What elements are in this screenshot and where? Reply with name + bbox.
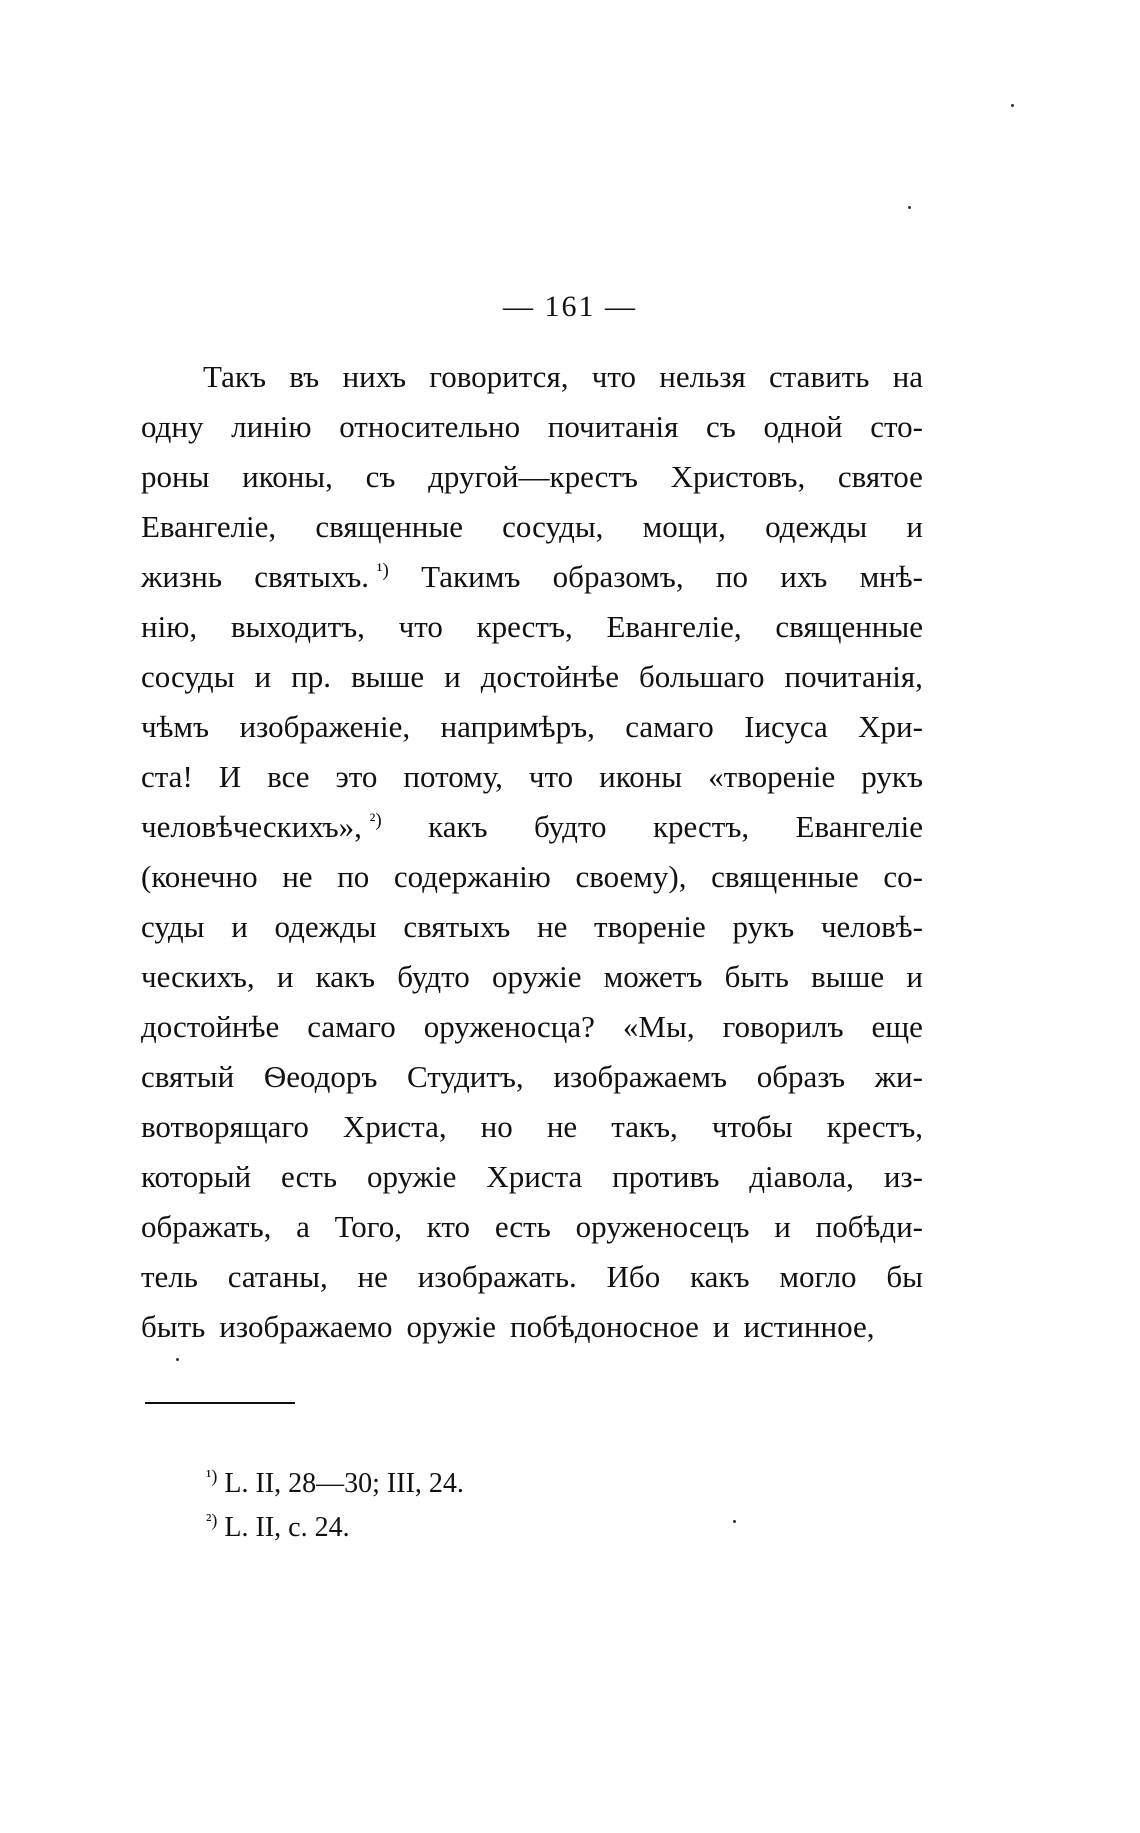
- word: будто: [397, 959, 470, 994]
- word: одежды: [765, 509, 868, 544]
- scan-speck: [733, 1520, 736, 1523]
- word: ста!: [141, 759, 193, 794]
- word: одну: [141, 409, 204, 444]
- text-line: [141, 1052, 923, 1102]
- text-line: [141, 402, 923, 452]
- word: въ: [289, 359, 320, 394]
- text-line: [141, 702, 923, 752]
- word: который: [141, 1159, 252, 1194]
- word: другой—крестъ: [428, 459, 638, 494]
- word: выше: [351, 659, 425, 694]
- word: и: [276, 959, 294, 994]
- word: что: [528, 759, 574, 794]
- footnote-divider: [145, 1402, 295, 1404]
- word: діавола,: [749, 1159, 854, 1194]
- word: могло: [779, 1259, 857, 1294]
- word: не: [357, 1259, 388, 1294]
- word: относительно: [339, 409, 521, 444]
- word: святый: [141, 1059, 235, 1094]
- word: оруженосецъ: [575, 1209, 750, 1244]
- word: съ: [706, 409, 736, 444]
- word: еще: [871, 1009, 923, 1044]
- word: и: [712, 1309, 730, 1344]
- word: такъ,: [611, 1109, 678, 1144]
- word: Іисуса: [744, 709, 828, 744]
- word: крестъ,: [652, 809, 750, 844]
- word: священные: [315, 509, 463, 544]
- word: это: [335, 759, 378, 794]
- word: Евангеліе,: [141, 509, 277, 544]
- word: побѣди-: [815, 1209, 923, 1244]
- scan-speck: [908, 206, 911, 209]
- text-line: [141, 352, 923, 402]
- word: святое: [837, 459, 923, 494]
- word: человѣ-: [820, 909, 923, 944]
- word: противъ: [612, 1159, 720, 1194]
- word: святыхъ: [403, 909, 511, 944]
- word: мощи,: [642, 509, 726, 544]
- word: чтобы: [711, 1109, 793, 1144]
- word: рукъ: [861, 759, 923, 794]
- text-line: [141, 552, 923, 602]
- word: изображеніе,: [239, 709, 411, 744]
- word: и: [254, 659, 272, 694]
- word: образомъ,: [552, 559, 684, 594]
- word: оружіе: [366, 1159, 457, 1194]
- word: Ибо: [606, 1259, 661, 1294]
- word: твореніе: [594, 909, 706, 944]
- text-line: [141, 852, 923, 902]
- word: оружіе: [492, 959, 582, 994]
- word: кто: [426, 1209, 471, 1244]
- footnote-1: [206, 1462, 464, 1506]
- word: чѣмъ: [141, 709, 210, 744]
- text-line: [141, 752, 923, 802]
- word: изображаемъ: [553, 1059, 728, 1094]
- word: оруженосца?: [423, 1009, 595, 1044]
- word: Христовъ,: [670, 459, 806, 494]
- word: священные: [775, 609, 923, 644]
- word: побѣдоносное: [510, 1309, 699, 1344]
- word: съ: [365, 459, 396, 494]
- word: сто-: [870, 409, 923, 444]
- word: можетъ: [603, 959, 703, 994]
- text-line: [141, 1002, 923, 1052]
- word: «Мы,: [622, 1009, 695, 1044]
- word: Ѳеодоръ: [263, 1059, 378, 1094]
- word: жизнь: [141, 559, 222, 594]
- text-line: [141, 602, 923, 652]
- text-line: [141, 902, 923, 952]
- word: тель: [141, 1259, 198, 1294]
- body-text: [141, 352, 923, 1352]
- footnote-ref: ¹): [376, 560, 389, 581]
- footnote-1-mark: ¹): [206, 1466, 218, 1486]
- word: самаго: [307, 1009, 396, 1044]
- word: не: [546, 1109, 578, 1144]
- word: а: [296, 1209, 310, 1244]
- word: какъ: [428, 809, 488, 844]
- word: нельзя: [659, 359, 746, 394]
- word: достойнѣе: [141, 1009, 280, 1044]
- word: изображаемо: [219, 1309, 393, 1344]
- word: со-: [883, 859, 923, 894]
- word: напримѣръ,: [440, 709, 595, 744]
- word: истинное,: [743, 1309, 875, 1344]
- text-line: [141, 652, 923, 702]
- text-line: [141, 1202, 923, 1252]
- word: и: [231, 909, 248, 944]
- text-line: [141, 952, 923, 1002]
- word: Того,: [334, 1209, 402, 1244]
- word: что: [398, 609, 443, 644]
- footnote-2-mark: ²): [206, 1510, 218, 1530]
- word: большаго: [638, 659, 765, 694]
- word: будто: [533, 809, 607, 844]
- word: образъ: [756, 1059, 845, 1094]
- word: какъ: [690, 1259, 750, 1294]
- word: ображать,: [141, 1209, 272, 1244]
- word: Евангеліе: [795, 809, 923, 844]
- word: достойнѣе: [480, 659, 619, 694]
- word: по: [715, 559, 748, 594]
- word: быть: [724, 959, 789, 994]
- word: и: [906, 959, 923, 994]
- word: вотворящаго: [141, 1109, 309, 1144]
- word: есть: [281, 1159, 338, 1194]
- word: содержанію: [393, 859, 551, 894]
- word: нихъ: [342, 359, 407, 394]
- word: бы: [886, 1259, 923, 1294]
- word: есть: [494, 1209, 551, 1244]
- word: и: [906, 509, 923, 544]
- word: ческихъ,: [141, 959, 255, 994]
- word: ставить: [769, 359, 870, 394]
- word: «твореніе: [708, 759, 836, 794]
- word: оружіе: [406, 1309, 497, 1344]
- word: пр.: [291, 659, 331, 694]
- text-line: [141, 1252, 923, 1302]
- scan-speck: [1011, 104, 1014, 107]
- footnote-ref: ²): [369, 810, 382, 831]
- word: крестъ,: [826, 1109, 923, 1144]
- word: роны: [141, 459, 210, 494]
- word: Хри-: [858, 709, 923, 744]
- footnote-2: [206, 1506, 464, 1550]
- word: не: [537, 909, 568, 944]
- word: на: [892, 359, 923, 394]
- word: одежды: [274, 909, 377, 944]
- word: (конечно: [141, 859, 258, 894]
- word: какъ: [315, 959, 376, 994]
- word: потому,: [403, 759, 503, 794]
- word: Евангеліе,: [606, 609, 742, 644]
- text-line: [141, 802, 923, 852]
- word: мнѣ-: [859, 559, 923, 594]
- word: ихъ: [780, 559, 828, 594]
- word: по: [337, 859, 370, 894]
- word: одной: [763, 409, 843, 444]
- footnotes: [206, 1462, 464, 1550]
- word: и: [774, 1209, 791, 1244]
- word: иконы,: [242, 459, 333, 494]
- text-line: [141, 1302, 923, 1352]
- footnote-1-text: L. II, 28—30; III, 24.: [224, 1468, 464, 1499]
- word: человѣческихъ», $^{^2)}$: [141, 809, 382, 844]
- word: жи-: [874, 1059, 923, 1094]
- word: из-: [883, 1159, 923, 1194]
- word: рукъ: [732, 909, 795, 944]
- word: не: [282, 859, 313, 894]
- word: иконы: [599, 759, 683, 794]
- word: говорилъ: [722, 1009, 844, 1044]
- word: выходитъ,: [230, 609, 365, 644]
- word: Такимъ: [421, 559, 521, 594]
- word: Студитъ,: [407, 1059, 524, 1094]
- word: все: [267, 759, 310, 794]
- word: изображать.: [417, 1259, 577, 1294]
- word: почитанія: [547, 409, 679, 444]
- word: священные: [711, 859, 859, 894]
- word: суды: [141, 909, 205, 944]
- word: нію,: [141, 609, 198, 644]
- footnote-2-text: L. II, c. 24.: [224, 1512, 350, 1543]
- word: самаго: [625, 709, 714, 744]
- text-line: [141, 452, 923, 502]
- word: Христа: [486, 1159, 583, 1194]
- word: крестъ,: [476, 609, 573, 644]
- text-line: [141, 1152, 923, 1202]
- word: и: [444, 659, 461, 694]
- word: сосуды: [141, 659, 235, 694]
- word: Такъ: [203, 359, 267, 394]
- word: быть: [141, 1309, 206, 1344]
- word: что: [591, 359, 636, 394]
- word: сосуды,: [502, 509, 604, 544]
- word: выше: [811, 959, 885, 994]
- word: И: [218, 759, 242, 794]
- word: Христа,: [342, 1109, 447, 1144]
- word: линію: [231, 409, 312, 444]
- scan-speck: [176, 1358, 179, 1361]
- word: почитанія,: [784, 659, 923, 694]
- text-line: [141, 502, 923, 552]
- word: говорится,: [429, 359, 569, 394]
- page-number: — 161 —: [503, 290, 637, 323]
- word: сатаны,: [227, 1259, 328, 1294]
- word: но: [480, 1109, 513, 1144]
- word: своему),: [575, 859, 687, 894]
- text-line: [141, 1102, 923, 1152]
- word: святыхъ. $^{^1)}$: [254, 559, 389, 594]
